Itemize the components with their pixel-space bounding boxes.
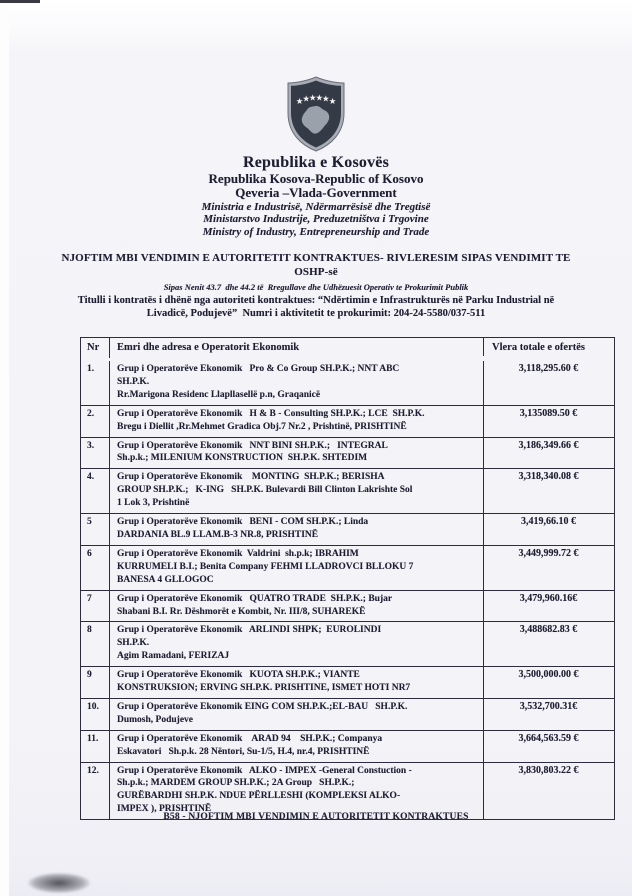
table-row [81, 621, 614, 666]
operator-text-line: IMPEX ), PRISHTINË [117, 804, 212, 815]
table-row [81, 545, 614, 590]
operator-text-line: Dumosh, Podujeve [117, 714, 194, 725]
operator-text-line: Bregu i Diellit ,Rr.Mehmet Gradica Obj.7 Nr.2 , Prishtinë, PRISHTINË [117, 421, 407, 432]
operator-text-line: SH.P.K. [117, 376, 150, 387]
row-number: 3. [81, 438, 110, 469]
operator-text-line: GROUP SH.P.K.; K-ING SH.P.K. Bulevardi Bill Clinton Lakrishte Sol [117, 485, 413, 496]
operator-text-line: Shabani B.I. Rr. Dëshmorët e Kombit, Nr. III/8, SUHAREKË [117, 606, 366, 617]
operator-text-line: Eskavatori Sh.p.k. 28 Nëntori, Su-1/5, H.4, nr.4, PRISHTINË [117, 746, 370, 757]
operator-name-address [110, 699, 484, 730]
notice-title: NJOFTIM MBI VENDIMIN E AUTORITETIT KONTRAKTUES- RIVLERESIM SIPAS VENDIMIT TE OSHP-së [61, 252, 571, 278]
operator-text-line: Grup i Operatorëve Ekonomik EING COM SH.P.K.;EL-BAU SH.P.K. [117, 701, 408, 712]
operator-name-address [110, 591, 484, 622]
offer-total-value: 3,186,349.66 € [518, 439, 579, 451]
offer-total-value: 3,118,295.60 € [518, 363, 579, 374]
row-number: 12. [81, 763, 110, 820]
ministry-serbian: Ministarstvo Industrije, Preduzetništva i Trgovine [203, 213, 429, 226]
row-number: 1. [81, 361, 110, 405]
operator-text-line: Rr.Marigona Residenc Llapllasellë p.n, Graqanicë [117, 389, 321, 400]
svg-text:★: ★ [308, 93, 317, 104]
operator-text-line: Grup i Operatorëve Ekonomik KUOTA SH.P.K.; VIANTE [117, 670, 360, 681]
operators-table [80, 337, 615, 820]
row-number: 7 [81, 591, 110, 622]
offer-total-value: 3,419,66.10 € [521, 516, 576, 528]
operator-text-line: SH.P.K. [117, 638, 150, 649]
row-number: 8 [81, 622, 110, 666]
table-row [81, 513, 614, 545]
letterhead [0, 154, 632, 238]
republic-name-multilingual: Republika Kosova-Republic of Kosovo [208, 170, 424, 186]
operator-text-line: BANESA 4 GLLOGOC [117, 574, 214, 585]
operator-text-line: Agim Ramadani, FERIZAJ [117, 651, 230, 662]
operator-text-line: DARDANIA BL.9 LLAM.B-3 NR.8, PRISHTINË [117, 529, 319, 540]
operator-text-line: Grup i Operatorëve Ekonomik ARLINDI SHPK; EUROLINDI [117, 625, 382, 636]
scan-edge-strip [0, 0, 9, 896]
svg-text:★: ★ [302, 94, 311, 105]
operator-name-address [110, 361, 484, 405]
table-row [81, 666, 614, 698]
row-number: 2. [81, 406, 110, 437]
operator-text-line: KONSTRUKSION; ERVING SH.P.K. PRISHTINE, ISMET HOTI NR7 [117, 683, 411, 694]
operator-text-line: Grup i Operatorëve Ekonomik BENI - COM SH.P.K.; Linda [117, 517, 369, 528]
operator-name-address [110, 731, 484, 762]
document-footer: B58 - NJOFTIM MBI VENDIMIN E AUTORITETIT KONTRAKTUES [163, 812, 469, 822]
legal-basis: Sipas Nenit 43.7 dhe 44.2 të Rregullave dhe Udhëzuesit Operativ te Prokurimit Publik [163, 281, 469, 292]
table-row [81, 730, 614, 762]
operator-text-line: Grup i Operatorëve Ekonomik H & B - Consulting SH.P.K.; LCE SH.P.K. [117, 408, 425, 419]
operator-name-address [110, 667, 484, 698]
table-row [81, 361, 614, 405]
operator-text-line: 1 Lok 3, Prishtinë [117, 498, 190, 509]
operator-name-address [110, 438, 484, 469]
ministry-albanian: Ministria e Industrisë, Ndërmarrësisë dhe Tregtisë [201, 201, 431, 213]
col-header-operator: Emri dhe adresa e Operatorit Ekonomik [110, 338, 484, 356]
kosovo-coat-of-arms-icon [285, 76, 347, 152]
table-row [81, 405, 614, 437]
operator-text-line: Grup i Operatorëve Ekonomik Valdrini sh.p.k; IBRAHIM [117, 548, 359, 559]
row-number: 11. [81, 731, 110, 762]
row-number: 4. [81, 469, 110, 513]
operators-table-rows [81, 361, 614, 819]
scan-artifact-bottom [28, 873, 90, 893]
operator-text-line: Sh.p.k.; MARDEM GROUP SH.P.K.; 2A Group SH.P.K.; [117, 778, 355, 789]
table-header-row [81, 338, 614, 361]
ministry-english: Ministry of Industry, Entrepreneurship and Trade [202, 225, 430, 238]
operator-text-line: Grup i Operatorëve Ekonomik NNT BINI SH.P.K.; INTEGRAL [117, 440, 388, 451]
offer-total-value: 3,532,700.31€ [519, 700, 578, 712]
table-row [81, 698, 614, 730]
offer-total-value: 3,664,563.59 € [518, 732, 579, 744]
operator-name-address [110, 546, 484, 590]
svg-text:★: ★ [321, 94, 330, 105]
operator-text-line: Grup i Operatorëve Ekonomik ALKO - IMPEX -General Constuction - [117, 765, 412, 776]
col-header-nr: Nr [81, 338, 110, 358]
notice-block [56, 252, 576, 321]
operator-name-address [110, 469, 484, 513]
offer-total-value: 3,830,803.22 € [518, 764, 579, 776]
svg-text:★: ★ [295, 97, 304, 108]
row-number: 9 [81, 667, 110, 698]
offer-total-value: 3,318,340.08 € [518, 471, 579, 483]
table-row [81, 437, 614, 469]
operator-text-line: Grup i Operatorëve Ekonomik ARAD 94 SH.P.K.; Companya [117, 733, 383, 744]
operator-name-address [110, 622, 484, 666]
operator-text-line: GURËBARDHI SH.P.K. NDUE PËRLLESHI (KOMPLEKSI ALKO- [117, 791, 401, 802]
col-header-value: Vlera totale e ofertës [492, 342, 585, 353]
table-row [81, 468, 614, 513]
offer-total-value: 3,449,999.72 € [518, 547, 579, 559]
republic-name-albanian: Republika e Kosovës [242, 154, 390, 171]
operator-text-line: Grup i Operatorëve Ekonomik QUATRO TRADE SH.P.K.; Bujar [117, 593, 393, 604]
row-number: 6 [81, 546, 110, 590]
operator-text-line: Grup i Operatorëve Ekonomik MONTING SH.P.K.; BERISHA [117, 472, 385, 483]
row-number: 10. [81, 699, 110, 730]
operator-text-line: Grup i Operatorëve Ekonomik Pro & Co Group SH.P.K.; NNT ABC [117, 364, 400, 374]
svg-text:★: ★ [315, 93, 324, 104]
operator-text-line: KURRUMELI B.I.; Benita Company FEHMI LLADROVCI BLLOKU 7 [117, 561, 414, 572]
offer-total-value: 3,479,960.16€ [519, 592, 578, 604]
operator-name-address [110, 514, 484, 545]
government-line: Qeveria –Vlada-Government [235, 185, 397, 201]
row-number: 5 [81, 514, 110, 545]
svg-text:★: ★ [328, 97, 337, 108]
operator-text-line: Sh.p.k.; MILENIUM KONSTRUCTION SH.P.K. SHTEDIM [117, 453, 368, 464]
offer-total-value: 3,488682.83 € [519, 624, 578, 636]
table-row [81, 762, 614, 820]
scan-artifact-top [0, 0, 40, 3]
table-row [81, 590, 614, 622]
operator-name-address [110, 406, 484, 437]
offer-total-value: 3,135089.50 € [519, 407, 578, 419]
offer-total-value: 3,500,000.00 € [518, 669, 579, 681]
contract-title-paragraph: Titulli i kontratës i dhënë nga autoriteti kontraktues: “Ndërtimin e Infrastrukturës në Parku Industrial në Livadicë, Podujevë” Numri i aktivitetit te prokurimit: 204-24-5580/037-511 [77, 294, 557, 320]
operator-name-address [110, 763, 484, 820]
